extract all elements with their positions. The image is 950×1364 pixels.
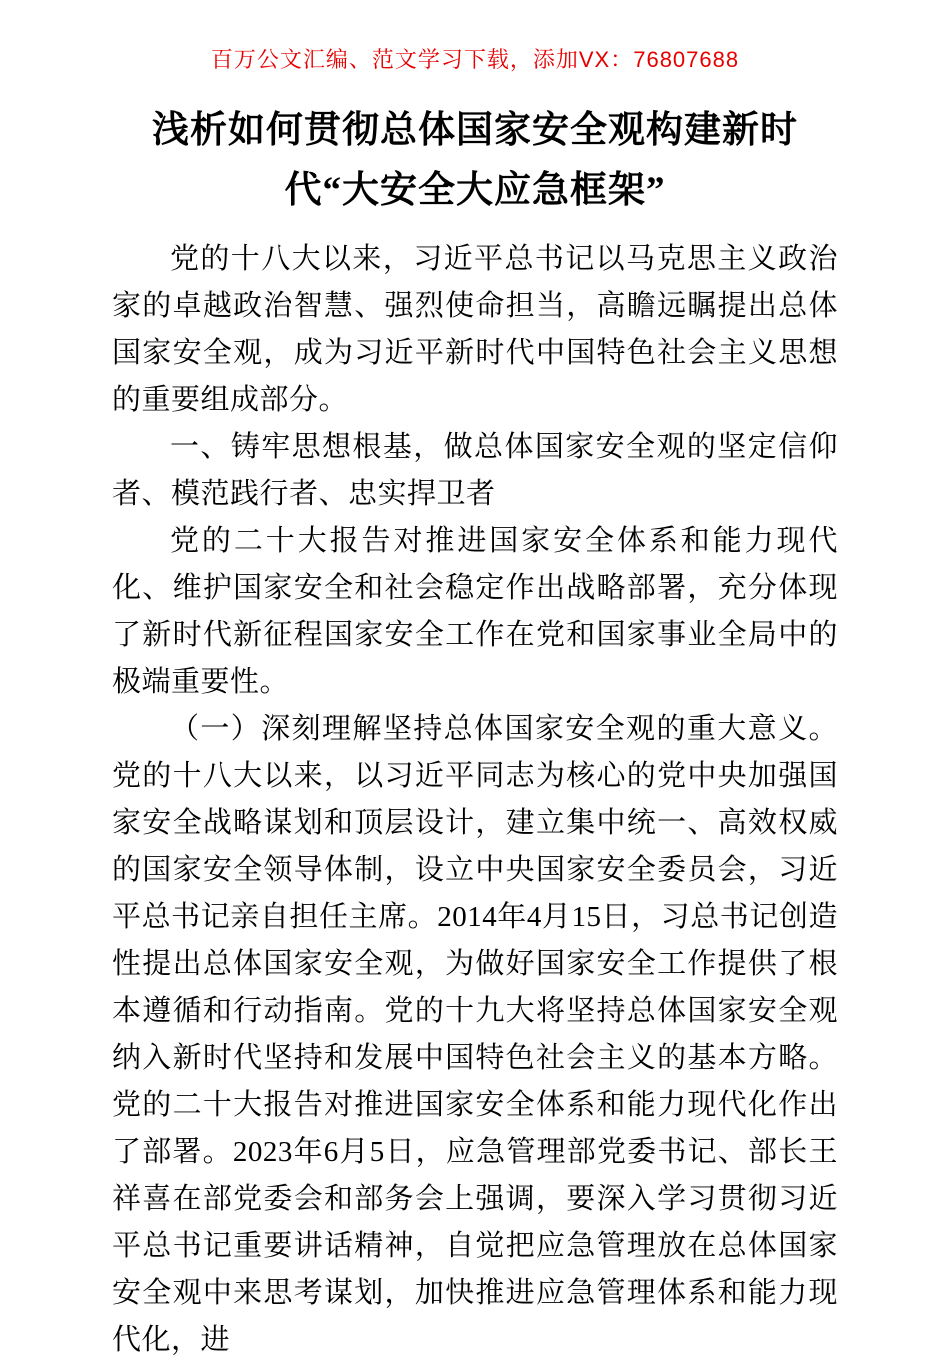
section-heading-one: 一、铸牢思想根基，做总体国家安全观的坚定信仰者、模范践行者、忠实捍卫者 xyxy=(112,431,838,511)
paragraph-intro: 党的十八大以来，习近平总书记以马克思主义政治家的卓越政治智慧、强烈使命担当，高瞻远瞩提出总体国家安全观，成为习近平新时代中国特色社会主义思想的重要组成部分。 xyxy=(112,243,838,417)
paragraph-section-overview: 党的二十大报告对推进国家安全体系和能力现代化、维护国家安全和社会稳定作出战略部署，充分体现了新时代新征程国家安全工作在党和国家事业全局中的极端重要性。 xyxy=(112,525,838,699)
paragraph-subsection-one: （一）深刻理解坚持总体国家安全观的重大意义。党的十八大以来，以习近平同志为核心的党中央加强国家安全战略谋划和顶层设计，建立集中统一、高效权威的国家安全领导体制，设立中央国家安全委员会，习近平总书记亲自担任主席。2014年4月15日，习总书记创造性提出总体国家安全观，为做好国家安全工作提供了根本遵循和行动指南。党的十九大将坚持总体国家安全观纳入新时代坚持和发展中国特色社会主义的基本方略。党的二十大报告对推进国家安全体系和能力现代化作出了部署。2023年6月5日，应急管理部党委书记、部长王祥喜在部党委会和部务会上强调，要深入学习贯彻习近平总书记重要讲话精神，自觉把应急管理放在总体国家安全观中来思考谋划，加快推进应急管理体系和能力现代化，进 xyxy=(112,713,838,1357)
document-body xyxy=(112,236,838,1364)
document-title: 浅析如何贯彻总体国家安全观构建新时代“大安全大应急框架” xyxy=(152,109,798,211)
watermark-header-text: 百万公文汇编、范文学习下载，添加VX：76807688 xyxy=(210,47,740,72)
